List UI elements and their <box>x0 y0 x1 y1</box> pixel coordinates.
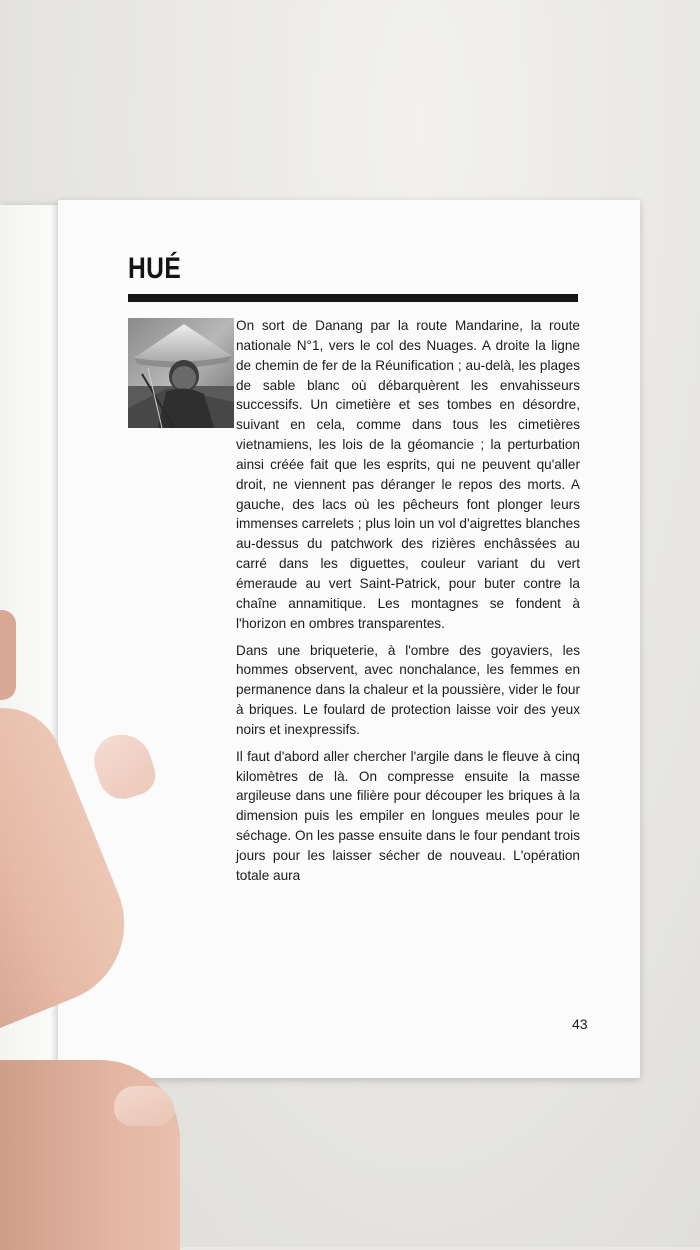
body-text <box>236 316 580 893</box>
paragraph-3: Il faut d'abord aller chercher l'argile dans le fleuve à cinq kilomètres de là. On compresse ensuite la masse argileuse dans une filière pour découper les briques à la dimension puis les empiler en longues meules pour le séchage. On les passe ensuite dans le four pendant trois jours pour les laisser sécher de nouveau. L'opération totale aura <box>236 748 580 883</box>
book-page <box>58 200 640 1078</box>
paragraph-2: Dans une briqueterie, à l'ombre des goyaviers, les hommes observent, avec nonchalance, les femmes en permanence dans la chaleur et la poussière, vider le four à briques. Le foulard de protection laisse voir des yeux noirs et inexpressifs. <box>236 642 580 737</box>
hand-edge <box>0 610 16 700</box>
title-rule <box>128 294 578 302</box>
page-number: 43 <box>572 1016 588 1032</box>
paragraph-1: On sort de Danang par la route Mandarine, la route nationale N°1, vers le col des Nuages. A droite la ligne de chemin de fer de la Réunification ; au-delà, les plages de sable blanc où débarquèrent les envahisseurs successifs. Un cimetière et ses tombes en désordre, suivant en cela, comme dans tous les cimetières vietnamiens, les lois de la géomancie ; la perturbation ainsi créée fait que les esprits, qui ne peuvent qu'aller droit, ne viennent pas déranger le repos des morts. A gauche, des lacs où les pêcheurs font plonger leurs immenses carrelets ; plus loin un vol d'aigrettes blanches au-dessus du patchwork des rizières enchâssées au carré dans les diguettes, couleur variant du vert émeraude au vert Saint-Patrick, pour buter contre la chaîne annamitique. Les montagnes se fondent à l'horizon en ombres transparentes. <box>236 318 580 631</box>
page-title: HUÉ <box>128 252 182 285</box>
fingernail-lower <box>114 1086 174 1126</box>
photo-woman-conical-hat <box>128 318 234 428</box>
